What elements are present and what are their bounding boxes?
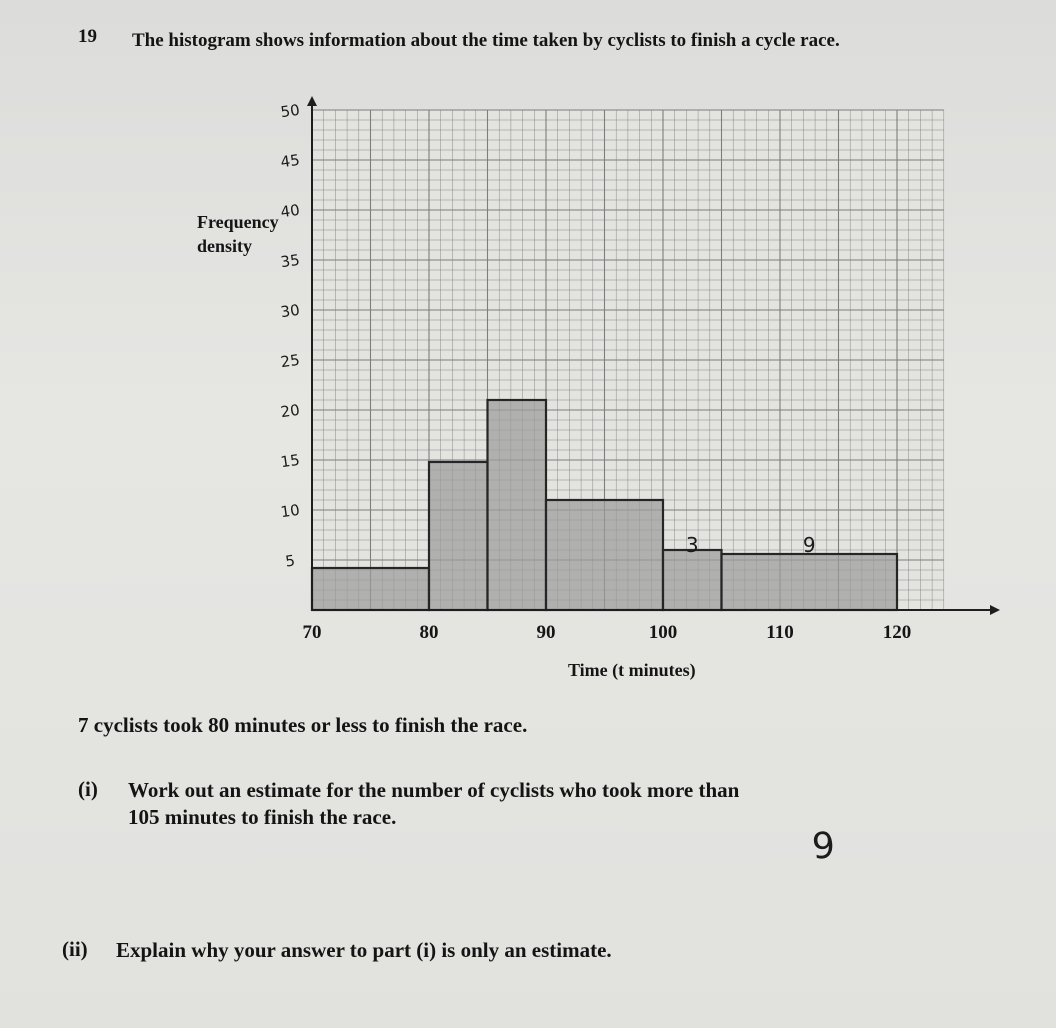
x-tick-label: 90 [536, 622, 556, 643]
histogram-bar-1 [312, 568, 429, 610]
bar-note-handwritten: 3 [685, 533, 699, 557]
part-i-text [128, 777, 739, 831]
y-tick-label-handwritten: 45 [279, 150, 301, 172]
x-tick-label: 80 [419, 622, 439, 643]
x-axis-arrowhead [990, 605, 1000, 615]
y-tick-label-handwritten: 35 [279, 250, 301, 272]
x-axis-title: Time (t minutes) [568, 660, 696, 680]
y-tick-label-handwritten: 50 [279, 100, 301, 122]
histogram-bar-3 [488, 400, 547, 610]
part-i-line1: Work out an estimate for the number of cyclists who took more than [128, 778, 740, 802]
x-tick-label: 120 [882, 622, 912, 643]
part-ii-text: Explain why your answer to part (i) is only an estimate. [116, 938, 612, 962]
y-tick-label-handwritten: 20 [279, 400, 301, 422]
handwritten-answer: 9 [810, 825, 837, 868]
y-axis-title-line2: density [197, 236, 253, 256]
question-intro: The histogram shows information about the time taken by cyclists to finish a cycle race. [132, 30, 840, 51]
histogram-bar-6 [722, 554, 898, 610]
y-tick-label-handwritten: 40 [279, 200, 301, 222]
y-tick-labels [279, 101, 300, 571]
histogram-bar-2 [429, 462, 488, 610]
x-tick-label: 70 [302, 622, 322, 643]
histogram-bar-5 [663, 550, 722, 610]
x-tick-label: 100 [648, 622, 678, 643]
y-tick-label-handwritten: 10 [279, 500, 301, 522]
part-i-label: (i) [78, 777, 98, 801]
x-tick-label: 110 [766, 622, 794, 643]
x-tick-labels [303, 622, 912, 643]
histogram-bar-4 [546, 500, 663, 610]
part-ii-label: (ii) [62, 937, 88, 961]
question-statement: 7 cyclists took 80 minutes or less to finish the race. [78, 713, 528, 737]
y-tick-label-handwritten: 5 [284, 551, 297, 571]
bar-note-handwritten: 9 [802, 533, 816, 557]
y-tick-label-handwritten: 30 [279, 300, 301, 322]
part-i-line2: 105 minutes to finish the race. [128, 805, 397, 829]
y-axis-title-line1: Frequency [197, 212, 279, 232]
y-axis-arrowhead [307, 96, 317, 106]
y-tick-label-handwritten: 25 [279, 350, 301, 372]
y-tick-label-handwritten: 15 [279, 450, 301, 472]
question-number: 19 [78, 26, 97, 47]
